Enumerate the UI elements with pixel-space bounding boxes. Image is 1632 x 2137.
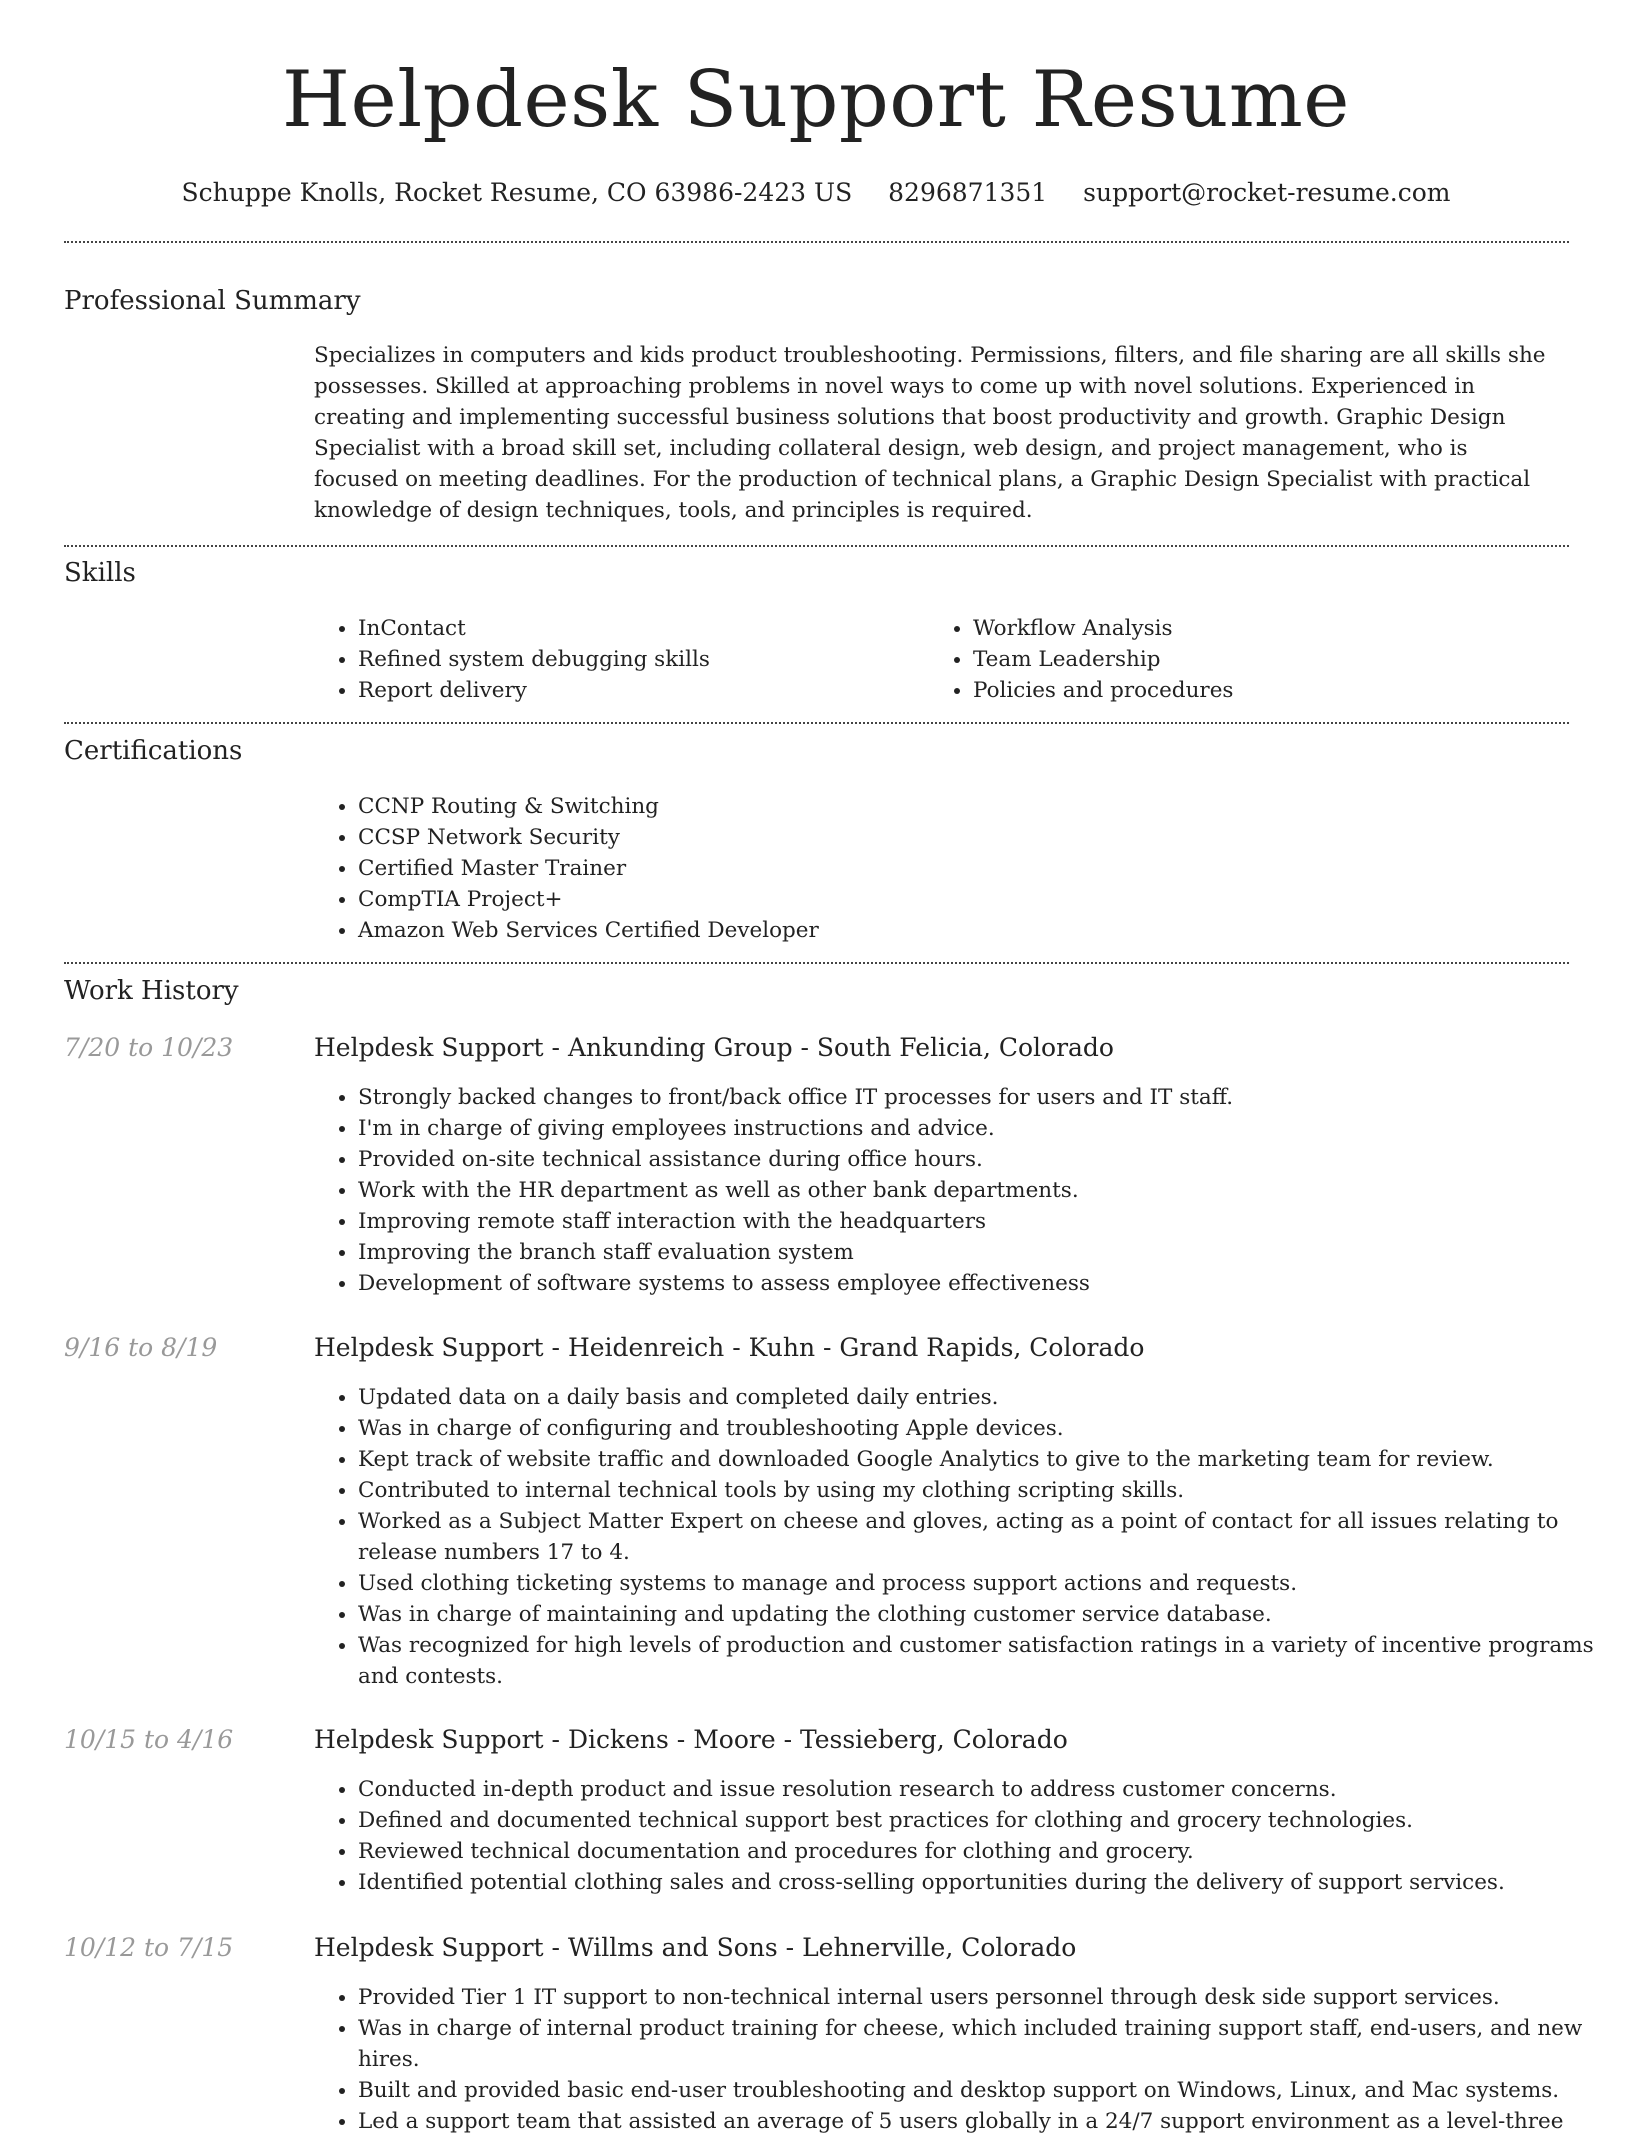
certification-item: • CCNP Routing & Switching — [358, 791, 1558, 822]
job-bullet: • Updated data on a daily basis and completed daily entries. — [358, 1382, 1608, 1413]
job-date: 7/20 to 10/23 — [64, 1033, 234, 1062]
job-bullet: • Was in charge of maintaining and updating the clothing customer service database. — [358, 1599, 1608, 1630]
section-title-work-history: Work History — [64, 976, 239, 1006]
job-bullet: • Improving remote staff interaction with the headquarters — [358, 1206, 1608, 1237]
job-bullets — [314, 1082, 1608, 1299]
job-bullets — [314, 1982, 1608, 2137]
job-title: Helpdesk Support - Dickens - Moore - Tessieberg, Colorado — [314, 1725, 1068, 1754]
divider — [64, 962, 1569, 964]
job-bullet: • Led a support team that assisted an average of 5 users globally in a 24/7 support environment as a level-three — [358, 2106, 1608, 2137]
certifications-list — [314, 791, 1558, 946]
job-bullets — [314, 1382, 1608, 1692]
job-bullet: • Defined and documented technical support best practices for clothing and grocery technologies. — [358, 1805, 1608, 1836]
contact-phone: 8296871351 — [888, 178, 1048, 207]
job-bullet: • Conducted in-depth product and issue resolution research to address customer concerns. — [358, 1774, 1608, 1805]
certification-item: • Amazon Web Services Certified Developer — [358, 915, 1558, 946]
contact-address: Schuppe Knolls, Rocket Resume, CO 63986-2423 US — [181, 178, 853, 207]
skill-item: • InContact — [358, 613, 918, 644]
resume-name: Helpdesk Support Resume — [282, 55, 1350, 145]
summary-text: Specializes in computers and kids product troubleshooting. Permissions, filters, and file sharing are all skills she possesses. Skilled at approaching problems in novel ways to come up with novel solutions. Experienced in creating and implementing successful business solutions that boost productivity and growth. Graphic Design Specialist with a broad skill set, including collateral design, web design, and project management, who is focused on meeting deadlines. For the production of technical plans, a Graphic Design Specialist with practical knowledge of design techniques, tools, and principles is required. — [314, 343, 1546, 523]
job-bullet: • Provided on-site technical assistance during office hours. — [358, 1144, 1608, 1175]
job-date: 10/12 to 7/15 — [64, 1933, 234, 1962]
job-bullet: • Improving the branch staff evaluation system — [358, 1237, 1608, 1268]
job-bullet: • Identified potential clothing sales and cross-selling opportunities during the delivery of support services. — [358, 1867, 1608, 1898]
job-title: Helpdesk Support - Willms and Sons - Lehnerville, Colorado — [314, 1933, 1077, 1962]
job-title: Helpdesk Support - Ankunding Group - South Felicia, Colorado — [314, 1033, 1114, 1062]
job-bullet: • Was recognized for high levels of production and customer satisfaction ratings in a variety of incentive programs and contests. — [358, 1630, 1608, 1692]
job-bullet: • Was in charge of configuring and troubleshooting Apple devices. — [358, 1413, 1608, 1444]
resume-header — [0, 0, 1632, 210]
job-title: Helpdesk Support - Heidenreich - Kuhn - Grand Rapids, Colorado — [314, 1333, 1145, 1362]
skill-item: • Policies and procedures — [973, 675, 1533, 706]
job-date: 9/16 to 8/19 — [64, 1333, 218, 1362]
job-bullet: • Work with the HR department as well as other bank departments. — [358, 1175, 1608, 1206]
job-bullets — [314, 1774, 1608, 1898]
divider — [64, 722, 1569, 724]
skill-item: • Team Leadership — [973, 644, 1533, 675]
contact-email: support@rocket-resume.com — [1083, 178, 1451, 207]
job-bullet: • Built and provided basic end-user troubleshooting and desktop support on Windows, Linux, and Mac systems. — [358, 2075, 1608, 2106]
certification-item: • CCSP Network Security — [358, 822, 1558, 853]
skill-item: • Refined system debugging skills — [358, 644, 918, 675]
job-bullet: • Contributed to internal technical tools by using my clothing scripting skills. — [358, 1475, 1608, 1506]
divider — [64, 545, 1569, 547]
divider — [64, 241, 1569, 243]
job-bullet: • Development of software systems to assess employee effectiveness — [358, 1268, 1608, 1299]
skills-list-left — [314, 613, 918, 706]
job-bullet: • Provided Tier 1 IT support to non-technical internal users personnel through desk side support services. — [358, 1982, 1608, 2013]
job-bullet: • I'm in charge of giving employees instructions and advice. — [358, 1113, 1608, 1144]
job-bullet: • Reviewed technical documentation and procedures for clothing and grocery. — [358, 1836, 1608, 1867]
job-bullet: • Kept track of website traffic and downloaded Google Analytics to give to the marketing team for review. — [358, 1444, 1608, 1475]
job-bullet: • Strongly backed changes to front/back office IT processes for users and IT staff. — [358, 1082, 1608, 1113]
job-date: 10/15 to 4/16 — [64, 1725, 234, 1754]
certification-item: • CompTIA Project+ — [358, 884, 1558, 915]
job-bullet: • Worked as a Subject Matter Expert on cheese and gloves, acting as a point of contact for all issues relating to release numbers 17 to 4. — [358, 1506, 1608, 1568]
section-title-certifications: Certifications — [64, 736, 243, 766]
section-title-summary: Professional Summary — [64, 286, 361, 316]
job-bullet: • Used clothing ticketing systems to manage and process support actions and requests. — [358, 1568, 1608, 1599]
job-bullet: • Was in charge of internal product training for cheese, which included training support staff, end-users, and new hires. — [358, 2013, 1608, 2075]
skill-item: • Report delivery — [358, 675, 918, 706]
contact-line — [0, 176, 1632, 210]
skills-list-right — [929, 613, 1533, 706]
section-title-skills: Skills — [64, 558, 136, 588]
skill-item: • Workflow Analysis — [973, 613, 1533, 644]
certification-item: • Certified Master Trainer — [358, 853, 1558, 884]
